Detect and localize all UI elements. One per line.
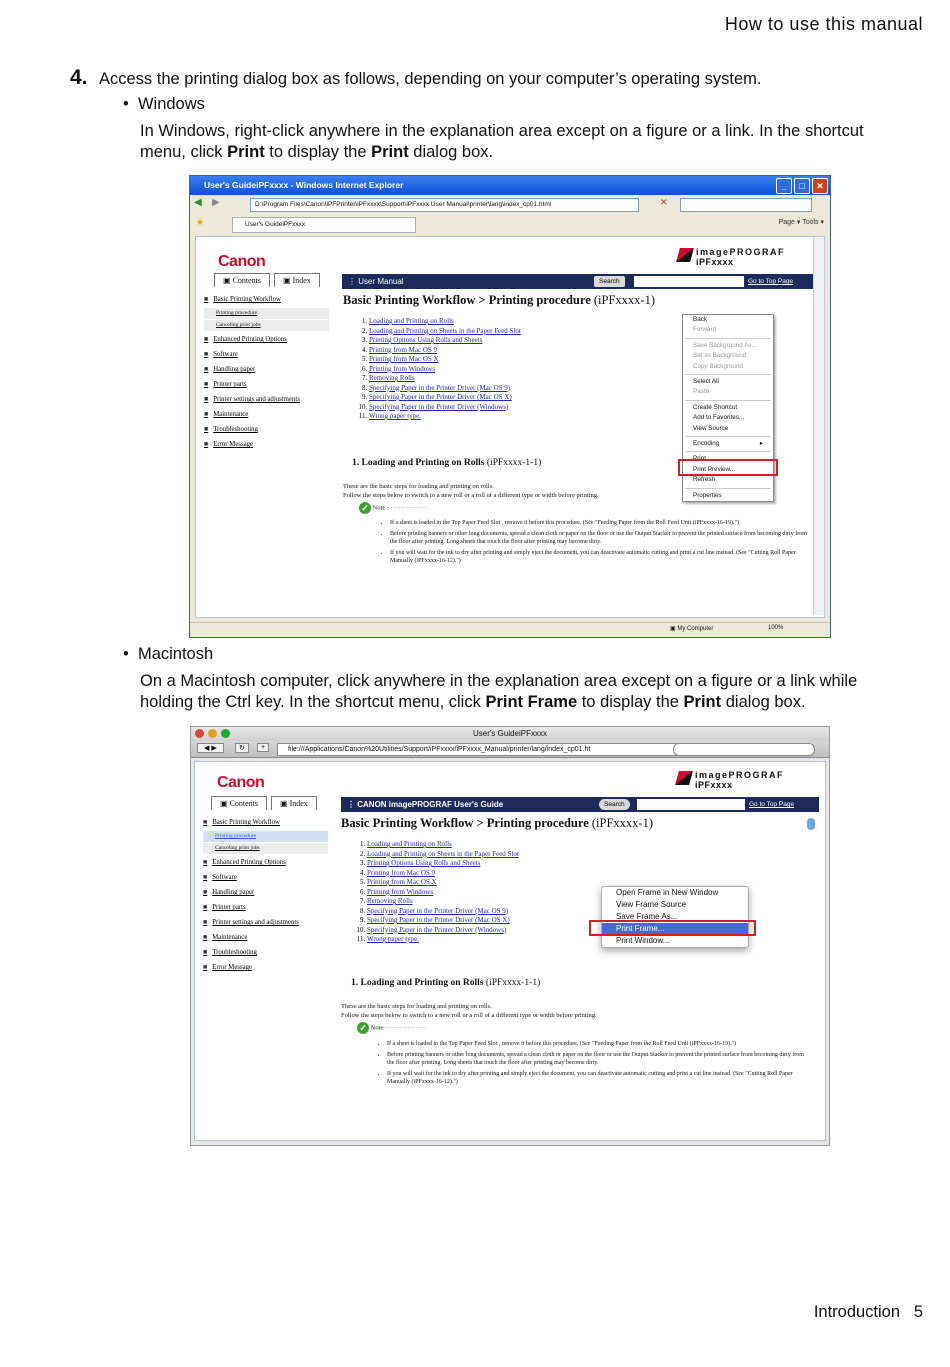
- topic-link[interactable]: 4. Printing from Mac OS 9: [369, 346, 521, 356]
- sidebar-item-handling[interactable]: ■ Handling paper: [203, 885, 328, 900]
- minimize-icon[interactable]: [208, 729, 217, 738]
- add-bookmark-icon[interactable]: +: [257, 743, 269, 752]
- nav-title: ⋮ CANON imagePROGRAF User's Guide: [347, 800, 504, 809]
- sidebar-item-canceling[interactable]: Canceling print jobs: [203, 843, 328, 854]
- note-item: • Before printing banners or other long documents, spread a clean cloth or paper on the floor or use the Output Stacker to prevent the printed surface from becoming dirty from the floor after printing. Long sheets that touch the floor after printing may become dirty.: [390, 530, 810, 547]
- note-icon: ✓: [357, 1022, 369, 1034]
- topic-link[interactable]: 11. Wrong paper type.: [369, 412, 521, 422]
- topic-link[interactable]: 3. Printing Options Using Rolls and Sheets: [367, 859, 519, 869]
- sidebar-item-error[interactable]: ■ Error Message: [204, 437, 329, 452]
- windows-text-3: dialog box.: [408, 143, 494, 161]
- topic-link[interactable]: 4. Printing from Mac OS 9: [367, 869, 519, 879]
- sidebar-item-enhanced[interactable]: ■ Enhanced Printing Options: [203, 855, 328, 870]
- menu-separator: [685, 400, 771, 401]
- intro-line-2: Follow the steps below to switch to a new roll or a roll of a different type or width before printing.: [341, 1012, 597, 1019]
- windows-text-1: In Windows, right-click anywhere in the explanation area except on a figure or a link. In the shortcut menu, click: [140, 122, 864, 161]
- running-header: How to use this manual: [724, 14, 923, 34]
- side-tabs: [211, 796, 317, 810]
- sidebar-item-software[interactable]: ■ Software: [203, 870, 328, 885]
- zoom-icon[interactable]: [221, 729, 230, 738]
- imageprograf-logo: [695, 770, 784, 790]
- sidebar-item-enhanced[interactable]: ■ Enhanced Printing Options: [204, 332, 329, 347]
- menu-item-print[interactable]: Print...: [693, 455, 712, 463]
- sidebar-item-parts[interactable]: ■ Printer parts: [204, 377, 329, 392]
- note-list: [378, 519, 810, 568]
- ie-tab[interactable]: User's GuideiPFxxxx: [232, 217, 416, 233]
- sidebar-item-troubleshooting[interactable]: ■ Troubleshooting: [204, 422, 329, 437]
- status-zone: My Computer: [677, 626, 714, 632]
- mac-heading: Macintosh: [137, 645, 214, 663]
- ie-scrollbar[interactable]: [813, 237, 824, 615]
- nav-title-text: User Manual: [358, 277, 404, 286]
- tab-contents-label: Contents: [232, 276, 262, 285]
- sidebar-item-procedure[interactable]: Printing procedure: [203, 831, 328, 842]
- submenu-arrow-icon: ▸: [759, 440, 763, 448]
- topic-link[interactable]: 5. Printing from Mac OS X: [367, 878, 519, 888]
- nav-title-text: CANON imagePROGRAF User's Guide: [357, 800, 504, 809]
- back-forward-icon[interactable]: ◀ ▶: [197, 743, 224, 753]
- sidebar-item-troubleshooting[interactable]: ■ Troubleshooting: [203, 945, 328, 960]
- step-number: 4.: [70, 66, 88, 89]
- menu-item-print-preview[interactable]: Print Preview...: [693, 465, 735, 473]
- imageprograf-mark-icon: [675, 771, 693, 785]
- menu-separator: [685, 451, 771, 452]
- topic-link[interactable]: 7. Removing Rolls: [367, 897, 519, 907]
- topic-link[interactable]: 1. Loading and Printing on Rolls: [369, 317, 521, 327]
- back-icon[interactable]: ◀: [194, 197, 202, 208]
- close-icon[interactable]: ✕: [812, 178, 828, 194]
- menu-item-add-favorites[interactable]: Add to Favorites...: [693, 414, 745, 422]
- windows-screenshot: [189, 175, 831, 638]
- mac-context-menu: [601, 886, 749, 948]
- topic-link[interactable]: 9. Specifying Paper in the Printer Driver (Mac OS X): [367, 916, 519, 926]
- section-intro: [341, 1002, 597, 1020]
- menu-item-view-frame-source[interactable]: View Frame Source: [616, 900, 687, 909]
- ie-tools-menu[interactable]: Page ▾ Tools ▾: [778, 219, 824, 226]
- manual-sidebar: [204, 292, 329, 452]
- note-list: [375, 1040, 807, 1089]
- note-item: • If a sheet is loaded in the Top Paper Feed Slot , remove it before this procedure. (See "Feeding Paper from the Roll Feed Unit (iPFxxxx-16-19)."): [387, 1040, 807, 1049]
- brand-line-2: iPFxxxx: [695, 780, 733, 790]
- ie-title: User's GuideiPFxxxx - Windows Internet Explorer: [204, 180, 404, 190]
- tab-contents-label: Contents: [229, 799, 259, 808]
- sidebar-item-settings[interactable]: ■ Printer settings and adjustments: [204, 392, 329, 407]
- mac-text-3: dialog box.: [721, 693, 806, 711]
- tab-index-label: Index: [289, 799, 308, 808]
- menu-item-forward[interactable]: Forward: [693, 326, 717, 334]
- canon-logo: Canon: [217, 774, 265, 791]
- safari-content: [194, 761, 826, 1141]
- tab-index[interactable]: ▣ Index: [271, 796, 317, 810]
- breadcrumb-code: (iPFxxxx-1): [593, 293, 656, 307]
- menu-item-print-frame[interactable]: Print Frame...: [602, 923, 748, 935]
- topic-link[interactable]: 11. Wrong paper type.: [367, 935, 519, 945]
- topic-link[interactable]: 6. Printing from Windows: [369, 365, 521, 375]
- mac-bullet: • Macintosh: [123, 645, 214, 663]
- section-title: 1. Loading and Printing on Rolls: [351, 978, 484, 988]
- search-button[interactable]: Search: [599, 799, 630, 810]
- section-heading: [351, 978, 540, 988]
- windows-paragraph: [140, 121, 880, 163]
- menu-separator: [685, 338, 771, 339]
- topic-list: [349, 317, 521, 422]
- minimize-icon[interactable]: _: [776, 178, 792, 194]
- tab-index-label: Index: [292, 276, 311, 285]
- menu-item-view-source[interactable]: View Source: [693, 424, 729, 432]
- tab-index[interactable]: ▣ Index: [274, 273, 320, 287]
- safari-address-field[interactable]: file:///Applications/Canon%20Utilities/Support/iPFxxxx/iPFxxxx_Manual/printer/lang/index_cp01.ht: [277, 743, 681, 756]
- search-button[interactable]: Search: [594, 276, 625, 287]
- note-item: • If a sheet is loaded in the Top Paper Feed Slot , remove it before this procedure. (See "Feeding Paper from the Roll Feed Unit (iPFxxxx-16-19)."): [390, 519, 810, 528]
- go-to-top-link[interactable]: Go to Top Page: [749, 801, 795, 808]
- note-text: Note: [370, 1024, 384, 1032]
- note-divider: - - - - - - - - - - -: [386, 504, 427, 512]
- reload-icon[interactable]: ↻: [235, 743, 249, 753]
- ie-titlebar: [190, 176, 830, 195]
- nav-title: ⋮ User Manual: [348, 277, 404, 286]
- note-label: [359, 502, 427, 514]
- page-breadcrumb: [343, 293, 655, 308]
- menu-item-select-all[interactable]: Select All: [693, 378, 719, 386]
- intro-line-1: These are the basic steps for loading and printing on rolls.: [343, 483, 494, 490]
- topic-link[interactable]: 10. Specifying Paper in the Printer Driver (Windows): [369, 403, 521, 413]
- breadcrumb-code: (iPFxxxx-1): [591, 816, 654, 830]
- side-tabs: [214, 273, 320, 287]
- topic-link[interactable]: 9. Specifying Paper in the Printer Driver (Mac OS X): [369, 393, 521, 403]
- brand-line-1: imagePROGRAF: [696, 247, 786, 257]
- section-heading: [352, 458, 541, 468]
- note-text: Note: [372, 504, 386, 512]
- menu-separator: [685, 374, 771, 375]
- sidebar-item-maintenance[interactable]: ■ Maintenance: [204, 407, 329, 422]
- brand-line-1: imagePROGRAF: [695, 770, 785, 780]
- manual-sidebar: [203, 815, 328, 975]
- topic-link[interactable]: 2. Loading and Printing on Sheets in the Paper Feed Slot: [367, 850, 519, 860]
- menu-item-back[interactable]: Back: [693, 316, 707, 323]
- breadcrumb-text: Basic Printing Workflow > Printing procedure: [343, 293, 591, 307]
- note-item: • If you will wait for the ink to dry after printing and simply eject the document, you can deactivate automatic cutting and print a cut line instead. (See "Cutting Roll Paper Manually (iPFxxxx-16-12)."): [387, 1070, 807, 1087]
- intro-line-1: These are the basic steps for loading and printing on rolls.: [341, 1003, 492, 1010]
- favorites-star-icon[interactable]: ★: [196, 217, 205, 227]
- sidebar-item-settings[interactable]: ■ Printer settings and adjustments: [203, 915, 328, 930]
- menu-separator: [685, 436, 771, 437]
- topic-list: [347, 840, 519, 945]
- topic-link[interactable]: 5. Printing from Mac OS X: [369, 355, 521, 365]
- computer-icon: ▣ My Computer: [670, 626, 714, 632]
- sidebar-item-basic[interactable]: ■ Basic Printing Workflow: [204, 292, 329, 307]
- sidebar-item-maintenance[interactable]: ■ Maintenance: [203, 930, 328, 945]
- forward-icon[interactable]: ▶: [212, 197, 220, 208]
- sidebar-item-handling[interactable]: ■ Handling paper: [204, 362, 329, 377]
- note-item: • Before printing banners or other long documents, spread a clean cloth or paper on the floor or use the Output Stacker to prevent the printed surface from becoming dirty from the floor after printing. Long sheets that touch the floor after printing may become dirty.: [387, 1051, 807, 1068]
- stop-icon[interactable]: ✕: [660, 197, 668, 207]
- mac-text-2: to display the: [577, 693, 684, 711]
- go-to-top-link[interactable]: Go to Top Page: [748, 278, 794, 285]
- windows-bullet: • Windows: [123, 95, 205, 113]
- mac-paragraph: [140, 671, 880, 713]
- canon-logo: Canon: [218, 253, 266, 270]
- topic-link[interactable]: 6. Printing from Windows: [367, 888, 519, 898]
- ie-content: [195, 236, 825, 618]
- zoom-level[interactable]: 100%: [768, 625, 784, 631]
- windows-print-term: Print: [227, 143, 265, 161]
- mac-print-term: Print: [683, 693, 722, 711]
- ie-address-field[interactable]: D:\Program Files\Canon\iPFPrinter\iPFxxxx\Support\iPFxxxx User Manual\printer\lang\index_cp01.html: [250, 198, 639, 212]
- safari-search-field[interactable]: [673, 743, 815, 756]
- menu-separator: [685, 488, 771, 489]
- topic-link[interactable]: 8. Specifying Paper in the Printer Driver (Mac OS 9): [367, 907, 519, 917]
- topic-link[interactable]: 8. Specifying Paper in the Printer Driver (Mac OS 9): [369, 384, 521, 394]
- page-breadcrumb: [341, 816, 653, 831]
- menu-item-set-bg[interactable]: Set as Background: [693, 352, 747, 360]
- section-title: 1. Loading and Printing on Rolls: [352, 458, 485, 468]
- safari-scroll-thumb[interactable]: [807, 818, 815, 830]
- menu-item-create-shortcut[interactable]: Create Shortcut: [693, 403, 738, 411]
- topic-link[interactable]: 1. Loading and Printing on Rolls: [367, 840, 519, 850]
- footer-chapter: Introduction: [813, 1303, 901, 1321]
- menu-item-encoding[interactable]: [683, 439, 773, 449]
- safari-titlebar: [191, 727, 829, 741]
- window-buttons: [776, 178, 828, 194]
- note-item: • If you will wait for the ink to dry after printing and simply eject the document, you can deactivate automatic cutting and print a cut line instead. (See "Cutting Roll Paper Manually (iPFxxxx-16-12)."): [390, 549, 810, 566]
- menu-item-open-frame[interactable]: Open Frame in New Window: [616, 888, 719, 897]
- topic-link[interactable]: 7. Removing Rolls: [369, 374, 521, 384]
- sidebar-item-error[interactable]: ■ Error Message: [203, 960, 328, 975]
- note-label: [357, 1022, 425, 1034]
- sidebar-item-parts[interactable]: ■ Printer parts: [203, 900, 328, 915]
- tab-contents[interactable]: ▣ Contents: [214, 273, 270, 287]
- maximize-icon[interactable]: □: [794, 178, 810, 194]
- search-input[interactable]: [634, 276, 744, 287]
- menu-item-print-window[interactable]: Print Window...: [616, 936, 670, 945]
- print-highlight-box: [678, 459, 778, 476]
- intro-line-2: Follow the steps below to switch to a new roll or a roll of a different type or width before printing.: [343, 492, 599, 499]
- menu-item-refresh[interactable]: Refresh: [693, 476, 716, 484]
- traffic-lights: [195, 729, 230, 738]
- manual-navbar: [342, 274, 820, 289]
- close-icon[interactable]: [195, 729, 204, 738]
- search-input[interactable]: [637, 799, 745, 810]
- windows-print-term-2: Print: [371, 143, 409, 161]
- breadcrumb-text: Basic Printing Workflow > Printing procedure: [341, 816, 589, 830]
- menu-item-properties[interactable]: Properties: [693, 491, 722, 499]
- windows-heading: Windows: [137, 95, 205, 113]
- sidebar-item-canceling[interactable]: Canceling print jobs: [204, 320, 329, 331]
- menu-item-copy-bg[interactable]: Copy Background: [693, 362, 744, 370]
- section-code: (iPFxxxx-1-1): [485, 978, 541, 988]
- section-intro: [343, 482, 599, 500]
- topic-link[interactable]: 10. Specifying Paper in the Printer Driver (Windows): [367, 926, 519, 936]
- tab-contents[interactable]: ▣ Contents: [211, 796, 267, 810]
- print-frame-highlight-box: [589, 920, 756, 936]
- menu-item-paste[interactable]: Paste: [693, 388, 710, 396]
- page-number: 5: [913, 1303, 923, 1321]
- mac-print-frame-term: Print Frame: [485, 693, 578, 711]
- safari-title: User's GuideiPFxxxx: [473, 729, 547, 738]
- step-text: Access the printing dialog box as follows, depending on your computer’s operating system.: [99, 70, 762, 88]
- topic-link[interactable]: 2. Loading and Printing on Sheets in the Paper Feed Slot: [369, 327, 521, 337]
- sidebar-item-procedure[interactable]: Printing procedure: [204, 308, 329, 319]
- sidebar-item-basic[interactable]: ■ Basic Printing Workflow: [203, 815, 328, 830]
- section-code: (iPFxxxx-1-1): [486, 458, 542, 468]
- mac-text-1: On a Macintosh computer, click anywhere in the explanation area except on a figure or a link while holding the Ctrl key. In the shortcut menu, click: [140, 672, 858, 711]
- windows-text-2: to display the: [264, 143, 372, 161]
- manual-navbar: [341, 797, 819, 812]
- imageprograf-mark-icon: [676, 248, 694, 262]
- ie-tab-bar: [190, 214, 830, 233]
- sidebar-item-software[interactable]: ■ Software: [204, 347, 329, 362]
- brand-line-2: iPFxxxx: [696, 257, 734, 267]
- menu-item-save-frame[interactable]: Save Frame As...: [616, 912, 678, 921]
- mac-screenshot: [190, 726, 830, 1146]
- menu-item-save-bg[interactable]: Save Background As...: [693, 341, 757, 349]
- safari-toolbar: [191, 741, 829, 758]
- menu-item-encoding-label: Encoding: [693, 440, 720, 448]
- imageprograf-logo: [696, 247, 785, 267]
- ie-search-field[interactable]: [680, 198, 812, 212]
- note-icon: ✓: [359, 502, 371, 514]
- ie-status-bar: [190, 622, 830, 637]
- note-divider: - - - - - - - - - - -: [384, 1024, 425, 1032]
- topic-link[interactable]: 3. Printing Options Using Rolls and Sheets: [369, 336, 521, 346]
- ie-address-bar: [190, 195, 830, 215]
- page-footer: [814, 1303, 923, 1322]
